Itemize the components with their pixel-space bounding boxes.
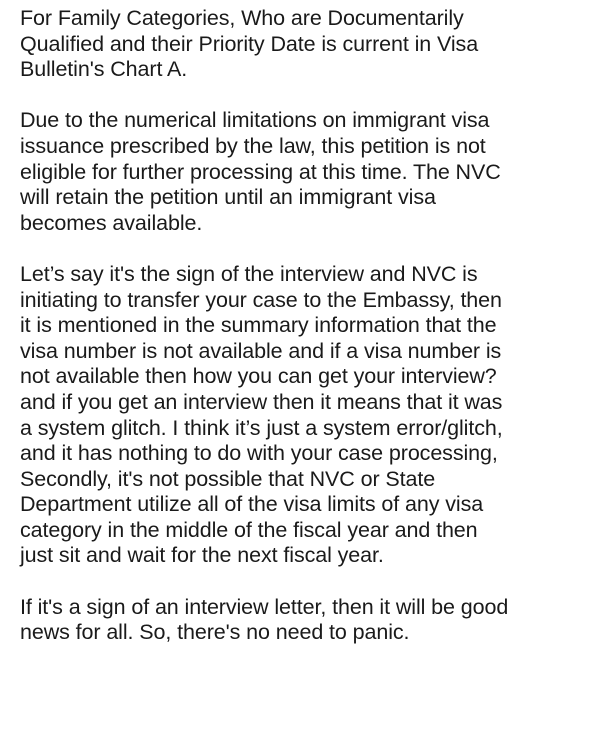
text-line: Department utilize all of the visa limits of any visa xyxy=(20,492,484,517)
text-line: and it has nothing to do with your case processing, xyxy=(20,441,498,466)
text-line: If it's a sign of an interview letter, then it will be good xyxy=(20,594,509,619)
text-line: For Family Categories, Who are Documentarily xyxy=(20,6,464,30)
text-line: and if you get an interview then it means that it was xyxy=(20,389,503,414)
text-line: Bulletin's Chart A. xyxy=(20,57,188,82)
document-body xyxy=(20,6,613,646)
text-line: becomes available. xyxy=(20,210,203,235)
text-line: Qualified and their Priority Date is current in Visa xyxy=(20,31,479,56)
text-line: will retain the petition until an immigrant visa xyxy=(20,185,436,210)
text-line: issuance prescribed by the law, this petition is not xyxy=(20,133,486,158)
text-line: just sit and wait for the next fiscal year. xyxy=(20,543,384,568)
text-line: category in the middle of the fiscal year and then xyxy=(20,517,478,542)
paragraph-no-need-to-panic xyxy=(20,595,613,646)
text-line: initiating to transfer your case to the Embassy, then xyxy=(20,287,502,312)
text-line: visa number is not available and if a visa number is xyxy=(20,338,502,363)
text-line: news for all. So, there's no need to panic. xyxy=(20,620,410,645)
text-line: not available then how you can get your interview? xyxy=(20,364,497,389)
paragraph-family-categories xyxy=(20,6,613,83)
text-line: a system glitch. I think it’s just a system error/glitch, xyxy=(20,415,503,440)
paragraph-interview-explanation xyxy=(20,262,613,569)
text-line: eligible for further processing at this time. The NVC xyxy=(20,159,501,184)
text-line: it is mentioned in the summary information that the xyxy=(20,313,497,338)
text-line: Let’s say it's the sign of the interview and NVC is xyxy=(20,261,478,286)
text-line: Secondly, it's not possible that NVC or State xyxy=(20,466,436,491)
paragraph-numerical-limitations xyxy=(20,108,613,236)
text-line: Due to the numerical limitations on immigrant visa xyxy=(20,108,490,133)
